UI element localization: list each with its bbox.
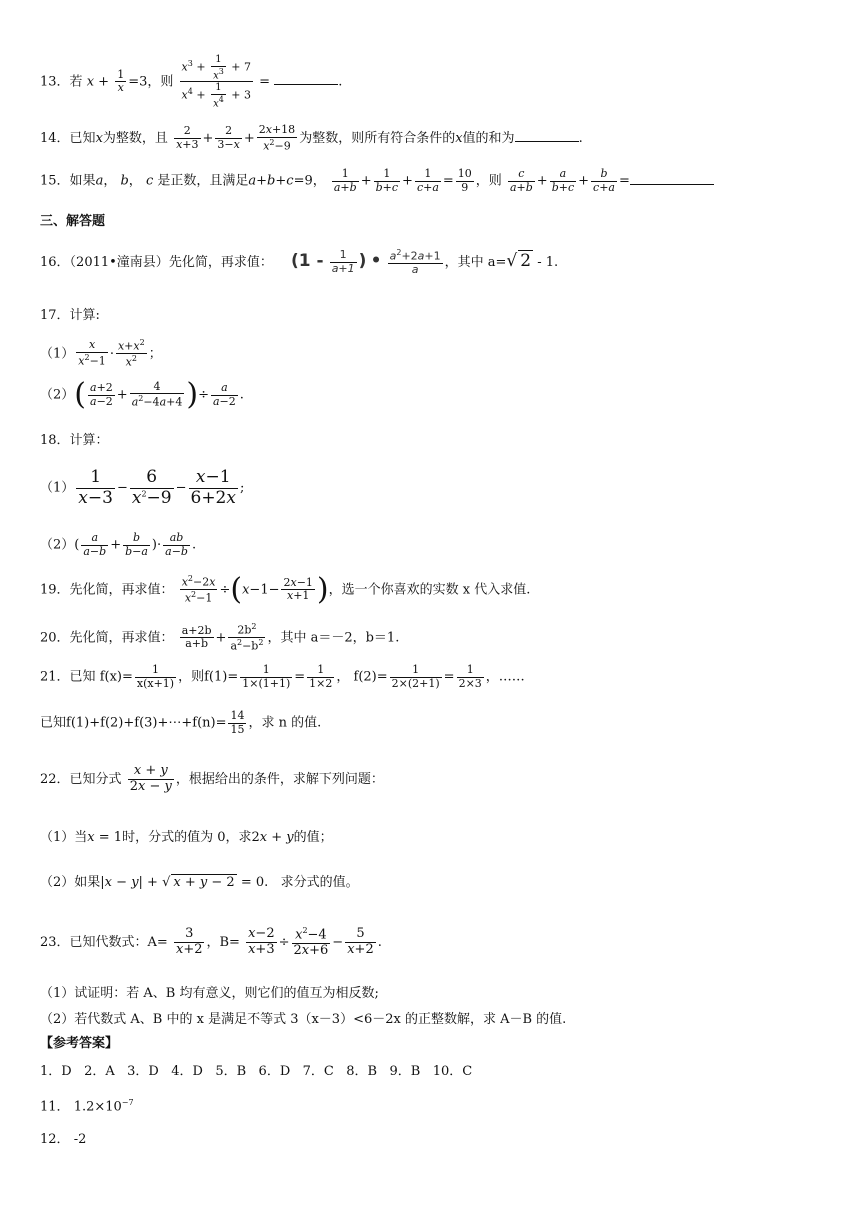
- text: 如果: [69, 173, 96, 189]
- question-18: [40, 433, 109, 449]
- text: 已知: [69, 669, 96, 685]
- text: 为整数，且: [102, 130, 168, 146]
- answer-blank: [515, 140, 579, 142]
- text: ，则: [475, 173, 502, 189]
- fraction: $\frac{c}{a+b}$: [509, 167, 533, 194]
- fraction: $\frac{1}{2\times(2+1)}$: [391, 663, 440, 690]
- answer-number: 12．: [40, 1132, 70, 1147]
- text: 时，分式的值为 0，求: [122, 830, 252, 845]
- answer-11: 11． $1.2\times 10^{-7}$: [40, 1098, 134, 1115]
- question-number: 18．: [40, 433, 70, 448]
- fraction: $\frac{a+2b}{a+b}$: [181, 623, 212, 651]
- text: （1）: [40, 480, 75, 496]
- fraction: $\frac{14}{15}$: [230, 709, 245, 736]
- fraction: $\frac{x+x^2}{x^2}$: [117, 338, 145, 369]
- question-22-part-1: （1）当x = 1时，分式的值为 0，求2x + y的值；: [40, 830, 333, 845]
- text: 已知分式: [69, 771, 122, 787]
- text: ，则: [147, 74, 174, 90]
- text: ，则: [178, 669, 205, 685]
- fraction: $\frac{ab}{a-b}$: [165, 531, 188, 558]
- text: ，B=: [206, 935, 240, 951]
- answers-heading: 【参考答案】: [40, 1036, 119, 1051]
- fraction: $\frac{2b^2}{a^2-b^2}$: [230, 622, 264, 653]
- fraction: $\frac{5}{x+2}$: [347, 926, 374, 958]
- text: （2011•潼南县）: [69, 254, 169, 270]
- question-22: [40, 764, 384, 795]
- question-number: 16．: [40, 254, 70, 270]
- text: 已知: [69, 130, 96, 146]
- text: 计算：: [69, 433, 109, 448]
- fraction: $\frac{x-1}{6+2x}$: [190, 467, 236, 508]
- question-13: 13．若 x + $\frac{1}{x}$ =3，则 $x^3$ + $\frac{1}{x^3}$ + 7 $x^4$ + $\frac{1}{x^4}$ + 3 = .: [40, 54, 343, 110]
- question-16: 16．（2011•潼南县）先化简，再求值： (1 - $\frac{1}{a+1}$ ) • $\frac{a^2+2a+1}{a}$ ，其中 a=√ 2 - 1.: [40, 248, 559, 277]
- question-17: [40, 308, 100, 324]
- question-18-part-2: （2）( $\frac{a}{a-b}$ + $\frac{b}{b-a}$ )· $\frac{ab}{a-b}$ .: [40, 531, 197, 558]
- fraction: $\frac{a}{a-b}$: [83, 531, 107, 558]
- fraction: $\frac{x-2}{x+3}$: [248, 926, 275, 958]
- fraction: $\frac{3}{x+2}$: [175, 926, 203, 958]
- fraction: $\frac{b}{b-a}$: [125, 531, 148, 558]
- text: ，其中 a＝－2，b＝1.: [267, 630, 400, 646]
- fraction: $\frac{x + y}{2x - y}$: [129, 763, 172, 794]
- fraction: $x^3$ + $\frac{1}{x^3}$ + 7 $x^4$ + $\frac{1}{x^4}$ + 3: [181, 54, 252, 110]
- text: 先化简，再求值：: [168, 254, 273, 270]
- question-22-part-2: （2）如果|x − y| + √ x + y − 2 = 0. 求分式的值。: [40, 875, 359, 890]
- question-number: 17．: [40, 308, 70, 323]
- question-19: 19．先化简，再求值： $\frac{x^2-2x}{x^2-1}$ ÷(x−1− $\frac{2x-1}{x+1}$ )，选一个你喜欢的实数 x 代入求值.: [40, 571, 531, 607]
- question-number: 19．: [40, 582, 70, 598]
- text: .: [578, 130, 583, 146]
- text: 已知: [40, 715, 67, 731]
- text: 是正数，且满足: [157, 173, 249, 189]
- question-number: 14．: [40, 130, 70, 146]
- fraction: $\frac{2}{3-x}$: [217, 124, 240, 151]
- question-17-part-2: （2）( $\frac{a+2}{a-2}$ + $\frac{4}{a^2-4a+4}$ )÷ $\frac{a}{a-2}$ .: [40, 377, 244, 412]
- text: .: [338, 74, 343, 90]
- text: ，: [336, 669, 350, 685]
- answer-blank: [630, 183, 714, 185]
- fraction: $\frac{1}{b+c}$: [375, 167, 399, 194]
- answers-line-1: 1．D 2．A 3．D 4．D 5．B 6．D 7．C 8．B 9．B 10．C: [40, 1064, 473, 1079]
- text: 求分式的值。: [280, 875, 359, 890]
- question-number: 23．: [40, 935, 70, 951]
- question-23-part-1: （1）试证明：若 A、B 均有意义，则它们的值互为相反数;: [40, 986, 379, 1001]
- fraction: $\frac{1}{1\times(1+1)}$: [242, 663, 291, 690]
- fraction: $\frac{1}{1\times 2}$: [309, 663, 333, 690]
- text: ，求 n 的值.: [248, 715, 322, 731]
- text: （2）: [40, 537, 75, 553]
- question-17-part-1: （1） $\frac{x}{x^2-1}$ · $\frac{x+x^2}{x^2}$ ；: [40, 338, 162, 369]
- answer-value: 1.2×10: [73, 1099, 122, 1115]
- text: 为整数，则所有符合条件的: [299, 130, 456, 146]
- section-heading: 三、解答题: [40, 214, 106, 229]
- question-number: 13．: [40, 74, 70, 90]
- text: - 1.: [533, 254, 559, 270]
- question-20: 20．先化简，再求值： $\frac{a+2b}{a+b}$ + $\frac{2b^2}{a^2-b^2}$ ，其中 a＝－2，b＝1.: [40, 622, 400, 653]
- question-number: 15．: [40, 173, 70, 189]
- question-21: 21．已知 f(x)= $\frac{1}{x(x+1)}$ ，则f(1)= $\frac{1}{1\times(1+1)}$ = $\frac{1}{1\times 2}$ ， f(2)= $\frac{1}{2\times(2+1)}$ = $\frac{1}{2\times 3}$ ，……: [40, 663, 525, 690]
- question-number: 20．: [40, 630, 70, 646]
- fraction: $\frac{a}{b+c}$: [551, 167, 575, 194]
- fraction: $\frac{a}{a-2}$: [212, 380, 236, 408]
- text: 若: [69, 74, 83, 90]
- question-18-part-1: （1） $\frac{1}{x-3}$ − $\frac{6}{x^2-9}$ − $\frac{x-1}{6+2x}$ ;: [40, 467, 245, 508]
- fraction: $\frac{6}{x^2-9}$: [131, 467, 172, 508]
- fraction: $\frac{b}{c+a}$: [593, 167, 615, 194]
- question-21-line-2: 已知f(1)+f(2)+f(3)+⋯+f(n)= $\frac{14}{15}$ ，求 n 的值.: [40, 709, 322, 736]
- question-number: 22．: [40, 771, 70, 787]
- text: .: [377, 935, 382, 951]
- text: 先化简，再求值：: [69, 630, 174, 646]
- text: 先化简，再求值：: [69, 582, 174, 598]
- fraction: $\frac{x^2-2x}{x^2-1}$: [181, 574, 216, 605]
- answer-number: 11．: [40, 1099, 70, 1115]
- fraction: $\frac{x}{x^2-1}$: [78, 338, 106, 368]
- text: ，根据给出的条件，求解下列问题：: [175, 771, 384, 787]
- question-15: 15．如果a， b， c 是正数，且满足a+b+c=9， $\frac{1}{a+b}$ + $\frac{1}{b+c}$ + $\frac{1}{c+a}$ = $\frac{10}{9}$ ，则 $\frac{c}{a+b}$ + $\frac{a}{b+c}$ + $\frac{b}{c+a}$ =: [40, 168, 714, 194]
- question-number: 21．: [40, 669, 70, 685]
- expression-image: (1 - $\frac{1}{a+1}$ ) • $\frac{a^2+2a+1}{a}$: [290, 248, 441, 277]
- text: （1）: [40, 346, 75, 362]
- text: 值的和为: [462, 130, 515, 146]
- question-23-part-2: （2）若代数式 A、B 中的 x 是满足不等式 3（x－3）<6－2x 的正整数解，求 A－B 的值.: [40, 1012, 567, 1027]
- fraction: $\frac{1}{2\times 3}$: [458, 663, 482, 690]
- question-23: 23．已知代数式：A= $\frac{3}{x+2}$ ，B= $\frac{x-2}{x+3}$ ÷ $\frac{x^2-4}{2x+6}$ − $\frac{5}{x+2}$ .: [40, 926, 382, 959]
- fraction: $\frac{1}{x}$: [117, 67, 125, 95]
- text: ，……: [485, 669, 525, 685]
- text: （2）如果: [40, 875, 101, 890]
- fraction: $\frac{a+2}{a-2}$: [90, 380, 113, 408]
- fraction: $\frac{1}{c+a}$: [416, 167, 439, 194]
- fraction: $\frac{2x+18}{x^2-9}$: [258, 123, 296, 153]
- fraction: $\frac{4}{a^2-4a+4}$: [131, 379, 183, 409]
- fraction: $\frac{1}{x-3}$: [78, 467, 113, 508]
- answer-blank: [274, 83, 338, 85]
- fraction: $\frac{2x-1}{x+1}$: [283, 575, 313, 603]
- question-14: 14．已知x为整数，且 $\frac{2}{x+3}$ + $\frac{2}{3-x}$ + $\frac{2x+18}{x^2-9}$ 为整数，则所有符合条件的x值的和为 .: [40, 123, 583, 153]
- fraction: $\frac{1}{x(x+1)}$: [136, 663, 175, 690]
- answer-12: [40, 1132, 86, 1148]
- text: （2）: [40, 387, 75, 403]
- text: ，选一个你喜欢的实数 x 代入求值.: [328, 582, 531, 598]
- text: =: [259, 74, 271, 90]
- text: 的值；: [293, 830, 333, 845]
- fraction: $\frac{1}{a+b}$: [333, 167, 357, 194]
- text: ，其中 a=: [444, 254, 507, 270]
- text: 计算:: [69, 308, 100, 323]
- fraction: $\frac{2}{x+3}$: [176, 124, 199, 151]
- fraction: $\frac{10}{9}$: [457, 167, 472, 194]
- text: （1）当: [40, 830, 88, 845]
- fraction: $\frac{x^2-4}{2x+6}$: [293, 926, 329, 959]
- answer-value: -2: [73, 1132, 87, 1147]
- text: 已知代数式：A=: [69, 935, 168, 951]
